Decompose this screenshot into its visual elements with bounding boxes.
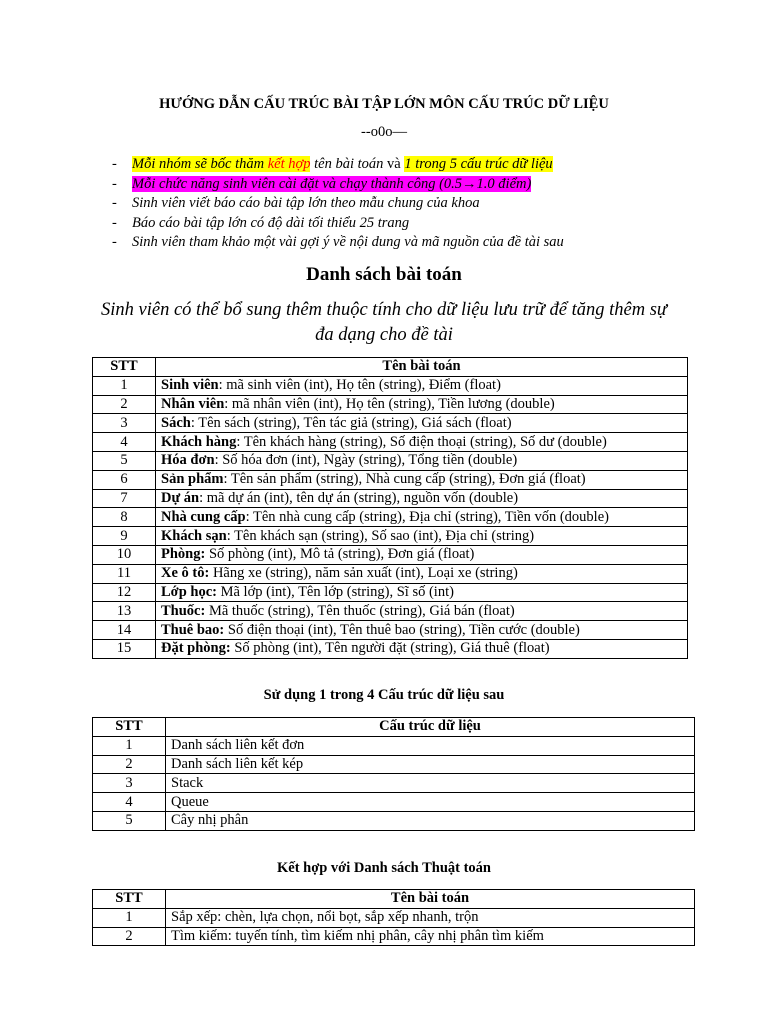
problem-fields: : Tên sản phẩm (string), Nhà cung cấp (string), Đơn giá (float) bbox=[223, 471, 586, 488]
row-problem bbox=[156, 639, 688, 658]
row-problem bbox=[156, 376, 688, 395]
bullet-dash: - bbox=[112, 214, 117, 231]
row-algorithm: Sắp xếp: chèn, lựa chọn, nổi bọt, sắp xếp nhanh, trộn bbox=[166, 908, 695, 927]
instruction-list bbox=[112, 155, 712, 253]
problem-name: Phòng: bbox=[161, 546, 206, 563]
row-stt: 2 bbox=[93, 927, 166, 946]
problem-name: Đặt phòng: bbox=[161, 640, 231, 657]
row-stt: 14 bbox=[93, 621, 156, 640]
instruction-text: Sinh viên tham khảo một vài gợi ý về nội dung và mã nguồn của đề tài sau bbox=[132, 234, 564, 251]
table-row bbox=[93, 527, 688, 546]
problem-list-heading: Danh sách bài toán bbox=[306, 264, 462, 285]
problem-fields: : mã nhân viên (int), Họ tên (string), Tiền lương (double) bbox=[224, 395, 555, 412]
instruction-text: tên bài toán bbox=[310, 156, 384, 172]
row-stt: 5 bbox=[93, 811, 166, 830]
problem-fields: : Tên sách (string), Tên tác giả (string), Giá sách (float) bbox=[190, 414, 512, 431]
row-problem bbox=[156, 564, 688, 583]
row-data-structure: Danh sách liên kết kép bbox=[166, 755, 695, 774]
bullet-dash: - bbox=[112, 156, 117, 172]
row-stt: 3 bbox=[93, 414, 156, 433]
algorithm-table-body bbox=[93, 908, 695, 946]
row-data-structure: Stack bbox=[166, 774, 695, 793]
problem-fields: : Tên khách sạn (string), Số sao (int), Địa chỉ (string) bbox=[226, 527, 535, 544]
row-problem bbox=[156, 621, 688, 640]
row-stt: 15 bbox=[93, 639, 156, 658]
problem-name: Nhân viên bbox=[161, 395, 225, 412]
row-stt: 4 bbox=[93, 793, 166, 812]
row-problem bbox=[156, 433, 688, 452]
instruction-item bbox=[112, 233, 712, 253]
row-stt: 11 bbox=[93, 564, 156, 583]
header-data-structure: Cấu trúc dữ liệu bbox=[166, 718, 695, 737]
algorithm-heading: Kết hợp với Danh sách Thuật toán bbox=[276, 860, 491, 876]
row-problem bbox=[156, 508, 688, 527]
table-row bbox=[93, 451, 688, 470]
header-stt: STT bbox=[93, 718, 166, 737]
table-row bbox=[93, 395, 688, 414]
instruction-text: và bbox=[383, 156, 405, 172]
row-stt: 4 bbox=[93, 433, 156, 452]
instruction-text: Sinh viên viết báo cáo bài tập lớn theo mẫu chung của khoa bbox=[132, 195, 480, 212]
row-problem bbox=[156, 545, 688, 564]
problem-name: Sản phẩm bbox=[161, 471, 224, 488]
problem-name: Hóa đơn bbox=[161, 452, 215, 469]
row-problem bbox=[156, 395, 688, 414]
algorithm-table bbox=[92, 889, 695, 946]
table-row bbox=[93, 908, 695, 927]
table-row bbox=[93, 755, 695, 774]
problem-fields: : Tên nhà cung cấp (string), Địa chỉ (string), Tiền vốn (double) bbox=[245, 508, 609, 525]
table-row bbox=[93, 793, 695, 812]
header-stt: STT bbox=[93, 890, 166, 909]
table-row bbox=[93, 811, 695, 830]
row-stt: 1 bbox=[93, 736, 166, 755]
row-problem bbox=[156, 470, 688, 489]
problem-fields: : Số hóa đơn (int), Ngày (string), Tổng tiền (double) bbox=[214, 452, 518, 469]
row-data-structure: Danh sách liên kết đơn bbox=[166, 736, 695, 755]
problem-fields: Số điện thoại (int), Tên thuê bao (string), Tiền cước (double) bbox=[224, 621, 580, 638]
row-stt: 8 bbox=[93, 508, 156, 527]
header-problem-name: Tên bài toán bbox=[156, 358, 688, 377]
table-row bbox=[93, 564, 688, 583]
table-row bbox=[93, 489, 688, 508]
instruction-text: 1 trong 5 cấu trúc dữ liệu bbox=[404, 156, 553, 172]
data-structure-table bbox=[92, 717, 695, 831]
header-algorithm-name: Tên bài toán bbox=[166, 890, 695, 909]
row-stt: 7 bbox=[93, 489, 156, 508]
table-header-row bbox=[93, 890, 695, 909]
bullet-dash: - bbox=[112, 234, 117, 251]
table-row bbox=[93, 583, 688, 602]
problem-table bbox=[92, 357, 688, 659]
problem-name: Lớp học: bbox=[161, 583, 217, 600]
row-problem bbox=[156, 583, 688, 602]
row-stt: 2 bbox=[93, 395, 156, 414]
row-stt: 10 bbox=[93, 545, 156, 564]
problem-name: Khách hàng bbox=[161, 433, 237, 450]
row-stt: 9 bbox=[93, 527, 156, 546]
data-structure-heading: Sử dụng 1 trong 4 Cấu trúc dữ liệu sau bbox=[263, 687, 505, 703]
instruction-text: Báo cáo bài tập lớn có độ dài tối thiểu 25 trang bbox=[132, 214, 410, 231]
row-stt: 1 bbox=[93, 376, 156, 395]
problem-name: Sách bbox=[161, 414, 191, 431]
header-stt: STT bbox=[93, 358, 156, 377]
table-row bbox=[93, 736, 695, 755]
row-stt: 13 bbox=[93, 602, 156, 621]
row-problem bbox=[156, 527, 688, 546]
problem-fields: : mã sinh viên (int), Họ tên (string), Điểm (float) bbox=[218, 377, 501, 394]
table-header-row bbox=[93, 718, 695, 737]
row-problem bbox=[156, 602, 688, 621]
problem-name: Khách sạn bbox=[161, 527, 227, 544]
table-row bbox=[93, 927, 695, 946]
row-stt: 3 bbox=[93, 774, 166, 793]
instruction-item bbox=[112, 175, 712, 195]
problem-name: Xe ô tô: bbox=[161, 565, 210, 582]
row-problem bbox=[156, 414, 688, 433]
problem-fields: Mã lớp (int), Tên lớp (string), Sĩ số (int) bbox=[216, 583, 454, 600]
row-stt: 1 bbox=[93, 908, 166, 927]
problem-table-body bbox=[93, 376, 688, 658]
problem-name: Nhà cung cấp bbox=[161, 508, 246, 525]
row-data-structure: Queue bbox=[166, 793, 695, 812]
problem-name: Sinh viên bbox=[161, 377, 219, 394]
instruction-text: Mỗi nhóm sẽ bốc thăm bbox=[132, 156, 268, 172]
instruction-item bbox=[112, 214, 712, 234]
bullet-dash: - bbox=[112, 195, 117, 212]
table-row bbox=[93, 508, 688, 527]
table-row bbox=[93, 621, 688, 640]
row-stt: 6 bbox=[93, 470, 156, 489]
instruction-emphasis: kết hợp bbox=[267, 156, 311, 172]
problem-fields: Hãng xe (string), năm sản xuất (int), Loại xe (string) bbox=[209, 565, 518, 582]
table-header-row bbox=[93, 358, 688, 377]
instruction-text: Mỗi chức năng sinh viên cài đặt và chạy thành công (0.5→1.0 điểm) bbox=[132, 175, 532, 192]
problem-name: Thuê bao: bbox=[161, 621, 225, 638]
problem-fields: Mã thuốc (string), Tên thuốc (string), Giá bán (float) bbox=[205, 602, 515, 619]
document-subtitle: --o0o— bbox=[361, 124, 407, 140]
data-structure-table-body bbox=[93, 736, 695, 830]
row-stt: 5 bbox=[93, 451, 156, 470]
problem-name: Dự án bbox=[161, 489, 200, 506]
problem-name: Thuốc: bbox=[161, 602, 206, 619]
row-stt: 12 bbox=[93, 583, 156, 602]
problem-fields: : Tên khách hàng (string), Số điện thoại (string), Số dư (double) bbox=[236, 433, 607, 450]
row-data-structure: Cây nhị phân bbox=[166, 811, 695, 830]
instruction-item bbox=[112, 194, 712, 214]
problem-fields: Số phòng (int), Tên người đặt (string), Giá thuê (float) bbox=[230, 640, 550, 657]
table-row bbox=[93, 545, 688, 564]
row-algorithm: Tìm kiếm: tuyến tính, tìm kiếm nhị phân, cây nhị phân tìm kiếm bbox=[166, 927, 695, 946]
table-row bbox=[93, 376, 688, 395]
document-title: HƯỚNG DẪN CẤU TRÚC BÀI TẬP LỚN MÔN CẤU TRÚC DỮ LIỆU bbox=[159, 96, 609, 112]
table-row bbox=[93, 414, 688, 433]
table-row bbox=[93, 470, 688, 489]
instruction-item bbox=[112, 155, 712, 175]
table-row bbox=[93, 639, 688, 658]
table-row bbox=[93, 774, 695, 793]
bullet-dash: - bbox=[112, 175, 117, 192]
row-stt: 2 bbox=[93, 755, 166, 774]
table-row bbox=[93, 433, 688, 452]
problem-fields: : mã dự án (int), tên dự án (string), nguồn vốn (double) bbox=[199, 489, 519, 506]
problem-fields: Số phòng (int), Mô tả (string), Đơn giá (float) bbox=[205, 546, 475, 563]
note-text: Sinh viên có thể bổ sung thêm thuộc tính cho dữ liệu lưu trữ để tăng thêm sự đa dạng cho đề tài bbox=[101, 300, 667, 345]
row-problem bbox=[156, 489, 688, 508]
row-problem bbox=[156, 451, 688, 470]
table-row bbox=[93, 602, 688, 621]
